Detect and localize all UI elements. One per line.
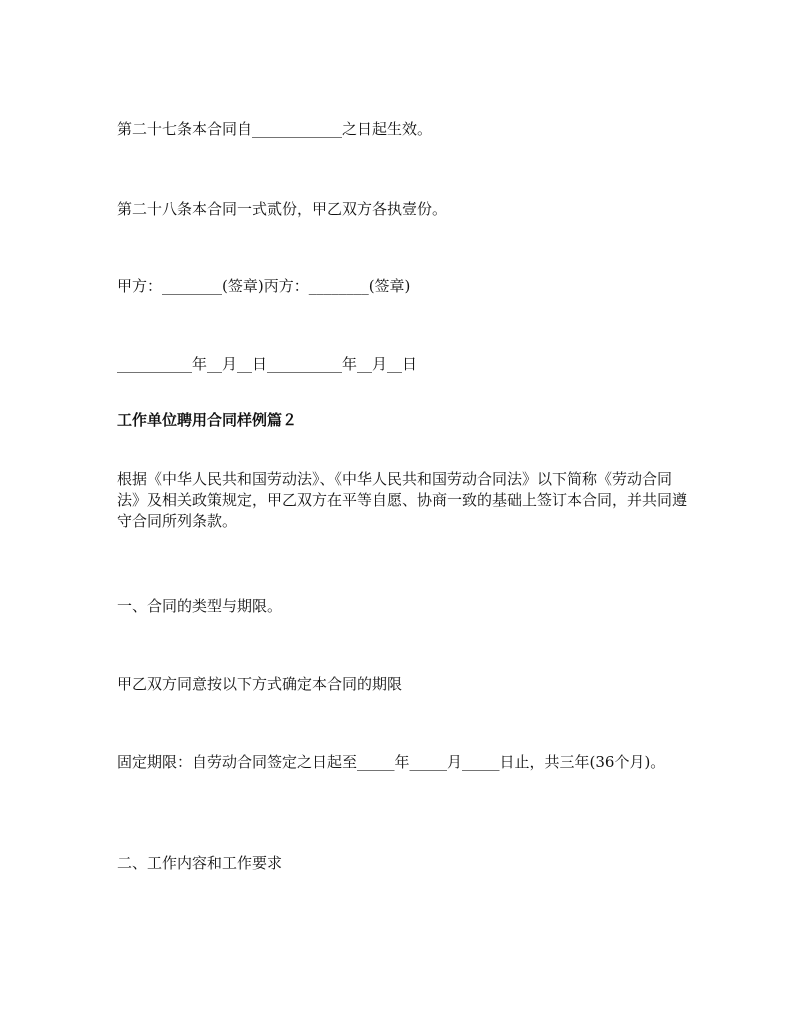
intro-paragraph: 根据《中华人民共和国劳动法》、《中华人民共和国劳动合同法》以下简称《劳动合同法》及相关政策规定，甲乙双方在平等自愿、协商一致的基础上签订本合同，并共同遵守合同所列条款。 <box>117 470 688 530</box>
clause-2-heading: 二、工作内容和工作要求 <box>117 854 283 872</box>
date-line: __________年__月__日__________年__月__日 <box>117 355 418 373</box>
section-heading: 工作单位聘用合同样例篇２ <box>117 411 298 429</box>
clause-1-paragraph: 甲乙双方同意按以下方式确定本合同的期限 <box>117 675 403 693</box>
article-27-paragraph: 第二十七条本合同自____________之日起生效。 <box>117 120 433 138</box>
signature-line: 甲方：________(签章)丙方：________(签章) <box>117 277 411 295</box>
clause-1-heading: 一、合同的类型与期限。 <box>117 597 283 615</box>
article-28-paragraph: 第二十八条本合同一式贰份，甲乙双方各执壹份。 <box>117 200 448 218</box>
fixed-term-paragraph: 固定期限：自劳动合同签定之日起至_____年_____月_____日止，共三年(36个月)。 <box>117 753 666 771</box>
